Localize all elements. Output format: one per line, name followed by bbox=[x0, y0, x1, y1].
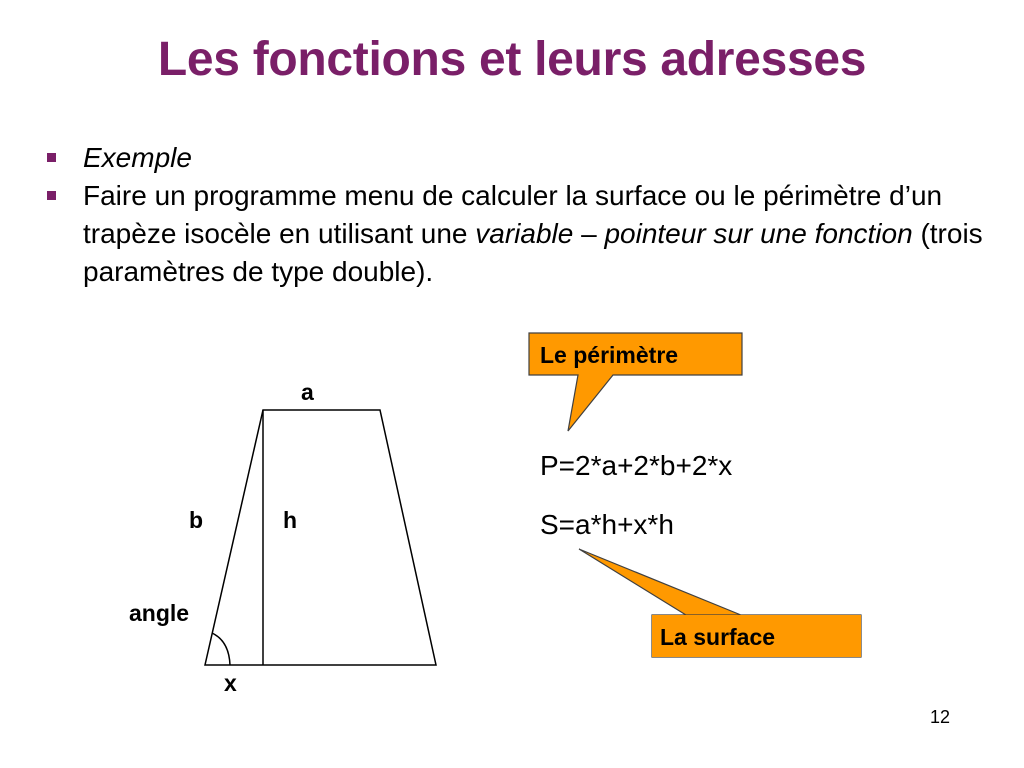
task-text-italic-variable: variable bbox=[475, 218, 574, 249]
trapezoid-shape bbox=[205, 410, 436, 665]
slide-title: Les fonctions et leurs adresses bbox=[157, 33, 867, 86]
side-label-b: b bbox=[189, 507, 204, 533]
task-text-part1: Faire un programme menu de calculer la surface ou le périmètre d’un trapèze isocèle en utilisant une bbox=[83, 180, 943, 249]
height-label-h: h bbox=[283, 507, 298, 533]
angle-arc bbox=[212, 633, 230, 665]
angle-label: angle bbox=[129, 600, 190, 626]
perimeter-formula: P=2*a+2*b+2*x bbox=[540, 450, 733, 481]
page-number: 12 bbox=[930, 707, 951, 727]
surface-formula: S=a*h+x*h bbox=[540, 509, 674, 540]
base-label-x: x bbox=[224, 670, 237, 696]
example-heading: Exemple bbox=[83, 142, 192, 173]
perimeter-callout-label: Le périmètre bbox=[540, 342, 679, 368]
side-label-a: a bbox=[301, 379, 314, 405]
surface-callout-label: La surface bbox=[660, 624, 776, 650]
task-text-part3: (trois paramètres de type double). bbox=[83, 218, 983, 287]
task-text-italic-pointer: pointeur sur une fonction bbox=[604, 218, 913, 249]
task-text-part2: – bbox=[573, 218, 605, 249]
